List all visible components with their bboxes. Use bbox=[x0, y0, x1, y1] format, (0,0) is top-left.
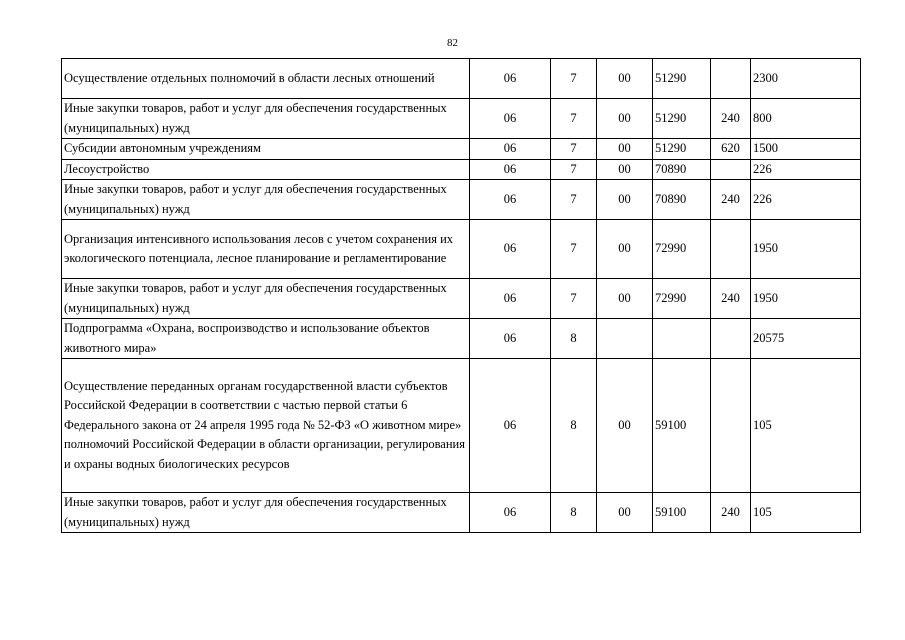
table-row bbox=[62, 99, 861, 139]
section-code: 06 bbox=[470, 159, 551, 180]
amount: 1950 bbox=[751, 279, 861, 319]
program-code: 00 bbox=[597, 279, 653, 319]
amount: 226 bbox=[751, 180, 861, 220]
expense-type-code: 240 bbox=[711, 180, 751, 220]
target-article-code: 51290 bbox=[653, 99, 711, 139]
section-code: 06 bbox=[470, 220, 551, 279]
program-code: 00 bbox=[597, 99, 653, 139]
amount: 800 bbox=[751, 99, 861, 139]
subsection-code: 7 bbox=[551, 220, 597, 279]
target-article-code: 72990 bbox=[653, 279, 711, 319]
target-article-code: 51290 bbox=[653, 139, 711, 160]
row-name: Подпрограмма «Охрана, воспроизводство и использование объектов животного мира» bbox=[62, 319, 470, 359]
amount: 226 bbox=[751, 159, 861, 180]
row-name: Иные закупки товаров, работ и услуг для обеспечения государственных (муниципальных) нужд bbox=[62, 279, 470, 319]
row-name: Иные закупки товаров, работ и услуг для обеспечения государственных (муниципальных) нужд bbox=[62, 99, 470, 139]
amount: 1500 bbox=[751, 139, 861, 160]
table-row bbox=[62, 220, 861, 279]
budget-table bbox=[61, 58, 861, 533]
program-code: 00 bbox=[597, 59, 653, 99]
program-code: 00 bbox=[597, 359, 653, 493]
table-row bbox=[62, 59, 861, 99]
target-article-code: 72990 bbox=[653, 220, 711, 279]
target-article-code: 70890 bbox=[653, 180, 711, 220]
target-article-code: 51290 bbox=[653, 59, 711, 99]
row-name: Субсидии автономным учреждениям bbox=[62, 139, 470, 160]
amount: 105 bbox=[751, 493, 861, 533]
target-article-code: 59100 bbox=[653, 493, 711, 533]
section-code: 06 bbox=[470, 180, 551, 220]
expense-type-code bbox=[711, 319, 751, 359]
section-code: 06 bbox=[470, 59, 551, 99]
amount: 2300 bbox=[751, 59, 861, 99]
subsection-code: 7 bbox=[551, 159, 597, 180]
subsection-code: 8 bbox=[551, 359, 597, 493]
expense-type-code bbox=[711, 59, 751, 99]
amount: 20575 bbox=[751, 319, 861, 359]
program-code: 00 bbox=[597, 220, 653, 279]
row-name: Иные закупки товаров, работ и услуг для обеспечения государственных (муниципальных) нужд bbox=[62, 493, 470, 533]
row-name: Лесоустройство bbox=[62, 159, 470, 180]
subsection-code: 7 bbox=[551, 99, 597, 139]
target-article-code: 70890 bbox=[653, 159, 711, 180]
section-code: 06 bbox=[470, 99, 551, 139]
row-name: Организация интенсивного использования лесов с учетом сохранения их экологического потенциала, лесное планирование и регламентирование bbox=[62, 220, 470, 279]
subsection-code: 7 bbox=[551, 139, 597, 160]
table-row bbox=[62, 493, 861, 533]
section-code: 06 bbox=[470, 279, 551, 319]
program-code: 00 bbox=[597, 159, 653, 180]
expense-type-code: 240 bbox=[711, 279, 751, 319]
table-row bbox=[62, 159, 861, 180]
section-code: 06 bbox=[470, 493, 551, 533]
section-code: 06 bbox=[470, 319, 551, 359]
subsection-code: 8 bbox=[551, 319, 597, 359]
amount: 1950 bbox=[751, 220, 861, 279]
subsection-code: 7 bbox=[551, 279, 597, 319]
program-code: 00 bbox=[597, 180, 653, 220]
amount: 105 bbox=[751, 359, 861, 493]
row-name: Осуществление переданных органам государственной власти субъектов Российской Федерации в соответствии с частью первой статьи 6 Федерального закона от 24 апреля 1995 года № 52-ФЗ «О животном мире» полномочий Российской Федерации в области организации, регулирования и охраны водных биологических ресурсов bbox=[62, 359, 470, 493]
program-code: 00 bbox=[597, 493, 653, 533]
target-article-code bbox=[653, 319, 711, 359]
table-row bbox=[62, 180, 861, 220]
target-article-code: 59100 bbox=[653, 359, 711, 493]
section-code: 06 bbox=[470, 359, 551, 493]
subsection-code: 8 bbox=[551, 493, 597, 533]
expense-type-code bbox=[711, 220, 751, 279]
section-code: 06 bbox=[470, 139, 551, 160]
subsection-code: 7 bbox=[551, 59, 597, 99]
table-row bbox=[62, 139, 861, 160]
table-row bbox=[62, 279, 861, 319]
row-name: Осуществление отдельных полномочий в области лесных отношений bbox=[62, 59, 470, 99]
table-row bbox=[62, 319, 861, 359]
subsection-code: 7 bbox=[551, 180, 597, 220]
page-number: 82 bbox=[447, 37, 458, 49]
row-name: Иные закупки товаров, работ и услуг для обеспечения государственных (муниципальных) нужд bbox=[62, 180, 470, 220]
program-code bbox=[597, 319, 653, 359]
expense-type-code: 240 bbox=[711, 99, 751, 139]
table-row bbox=[62, 359, 861, 493]
expense-type-code bbox=[711, 159, 751, 180]
expense-type-code bbox=[711, 359, 751, 493]
program-code: 00 bbox=[597, 139, 653, 160]
expense-type-code: 620 bbox=[711, 139, 751, 160]
expense-type-code: 240 bbox=[711, 493, 751, 533]
